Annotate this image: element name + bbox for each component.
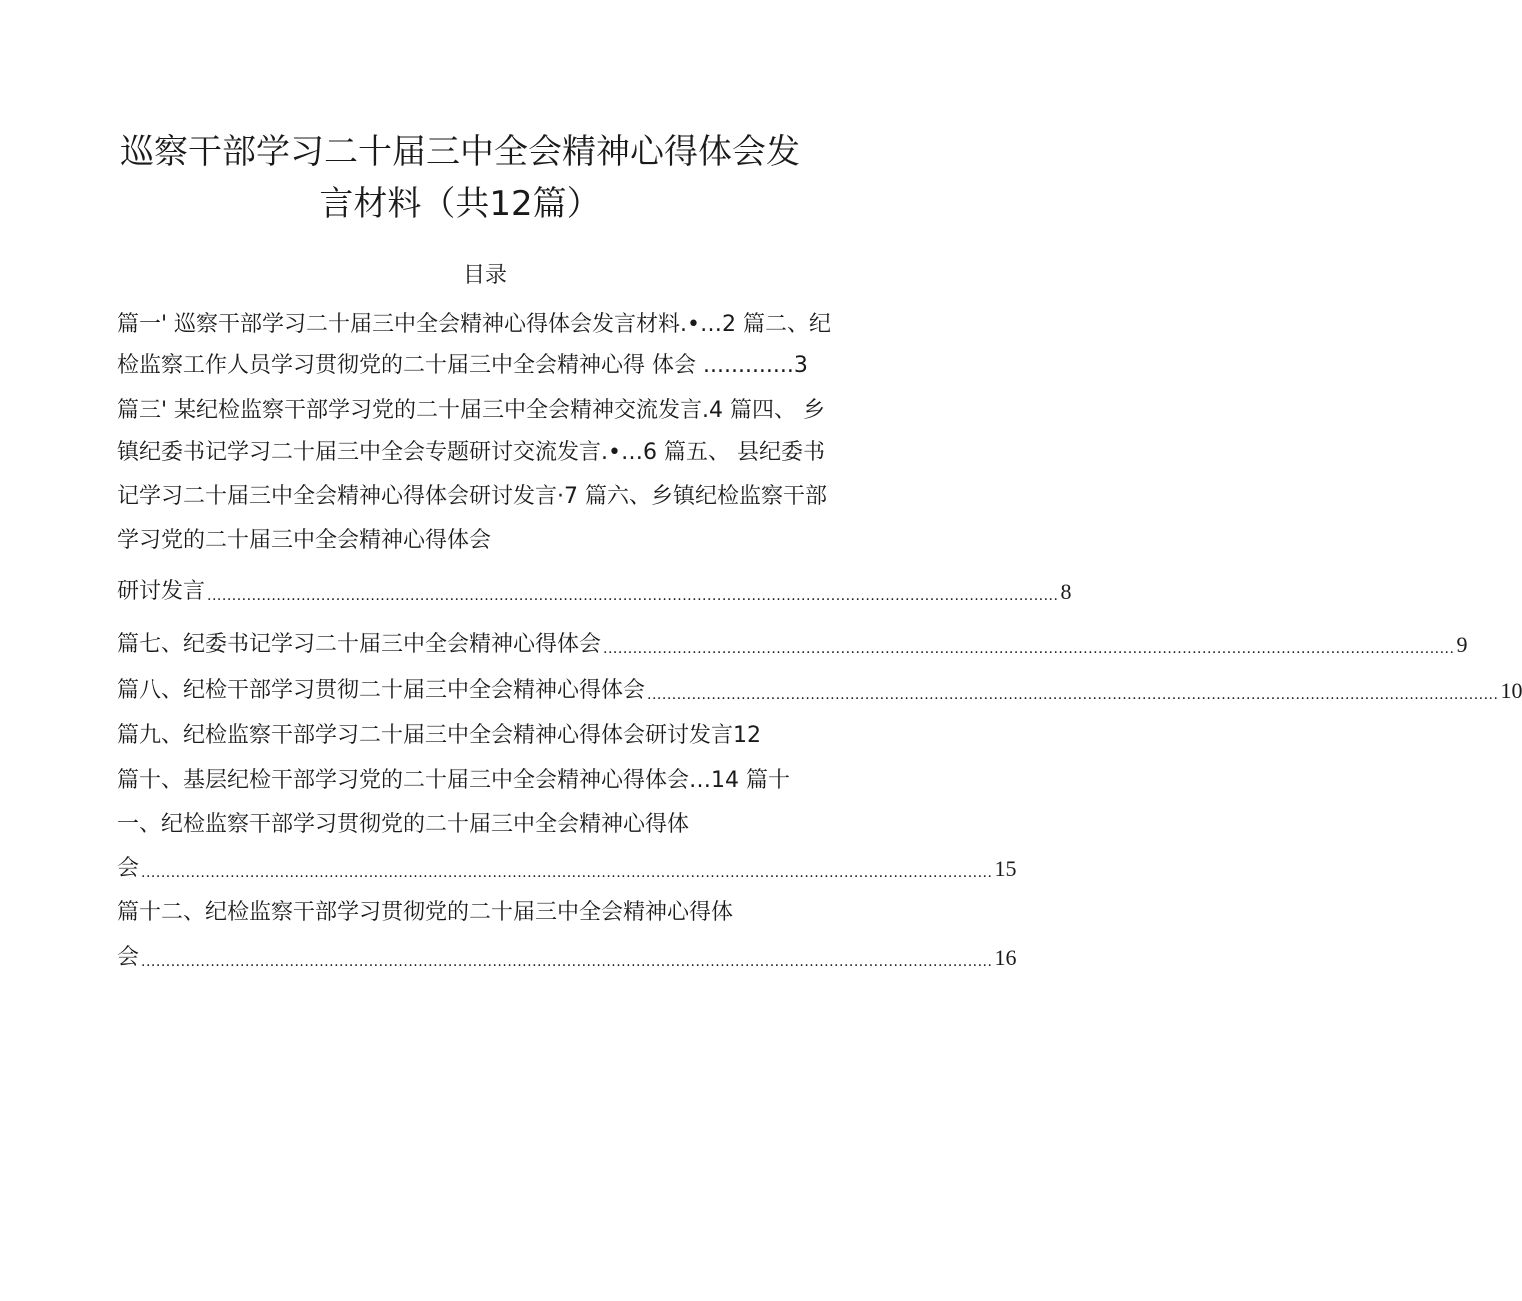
toc-entry[interactable] (117, 854, 1017, 884)
toc-entry-page: 16 (994, 945, 1017, 970)
toc-leader-dots: ............................................................................................................................................................................ (141, 865, 993, 881)
document-title-line-1: 巡察干部学习二十届三中全会精神心得体会发 (120, 132, 800, 172)
toc-entry-page: 10 (1500, 678, 1522, 703)
toc-line[interactable] (117, 438, 857, 468)
toc-entry-text: 会 (117, 856, 140, 881)
toc-entry-text: 篇八、纪检干部学习贯彻二十届三中全会精神心得体会 (117, 678, 646, 703)
toc-entry-text: 会 (117, 945, 140, 970)
toc-line[interactable] (117, 482, 857, 512)
toc-line[interactable] (117, 310, 857, 340)
toc-line-text: 篇一' 巡察干部学习二十届三中全会精神心得体会发言材料.•…2 篇二、纪 (117, 312, 832, 337)
toc-line-text: 记学习二十届三中全会精神心得体会研讨发言·7 篇六、乡镇纪检监察干部 (117, 484, 827, 509)
toc-line-text: 镇纪委书记学习二十届三中全会专题研讨交流发言.•…6 篇五、 县纪委书 (117, 440, 825, 465)
toc-entry[interactable] (117, 676, 1522, 706)
toc-leader-dots: ............................................................................................................................................................................ (603, 641, 1455, 657)
toc-line-text: 篇三' 某纪检监察干部学习党的二十届三中全会精神交流发言.4 篇四、 乡 (117, 398, 826, 423)
toc-entry-page: 9 (1456, 632, 1468, 657)
document-title-line-2: 言材料（共12篇） (319, 184, 601, 224)
toc-line[interactable] (117, 351, 857, 381)
toc-entry[interactable] (117, 577, 1072, 607)
toc-line-text: 篇九、纪检监察干部学习二十届三中全会精神心得体会研讨发言12 (117, 723, 761, 748)
toc-line[interactable] (117, 766, 857, 796)
toc-entry-page: 8 (1060, 579, 1072, 604)
toc-line-text: 篇十二、纪检监察干部学习贯彻党的二十届三中全会精神心得体 (117, 900, 734, 925)
toc-leader-dots: ............................................................................................................................................................................ (207, 588, 1059, 604)
toc-entry-text: 篇七、纪委书记学习二十届三中全会精神心得体会 (117, 632, 602, 657)
toc-entry-text: 研讨发言 (117, 579, 206, 604)
toc-heading: 目录 (462, 263, 507, 288)
toc-line-text: 检监察工作人员学习贯彻党的二十届三中全会精神心得 体会 .............3 (117, 353, 808, 378)
toc-line-text: 学习党的二十届三中全会精神心得体会 (117, 528, 492, 553)
toc-leader-dots: ............................................................................................................................................................................ (141, 954, 993, 970)
toc-entry[interactable] (117, 943, 1017, 973)
toc-line-text: 篇十、基层纪检干部学习党的二十届三中全会精神心得体会…14 篇十 (117, 768, 790, 793)
toc-line[interactable] (117, 898, 857, 928)
toc-entry-page: 15 (994, 856, 1017, 881)
toc-line[interactable] (117, 526, 857, 556)
toc-line[interactable] (117, 721, 857, 751)
toc-line-text: 一、纪检监察干部学习贯彻党的二十届三中全会精神心得体 (117, 812, 690, 837)
toc-leader-dots: ............................................................................................................................................................................ (647, 687, 1499, 703)
toc-entry[interactable] (117, 630, 1468, 660)
toc-line[interactable] (117, 810, 857, 840)
toc-line[interactable] (117, 396, 857, 426)
